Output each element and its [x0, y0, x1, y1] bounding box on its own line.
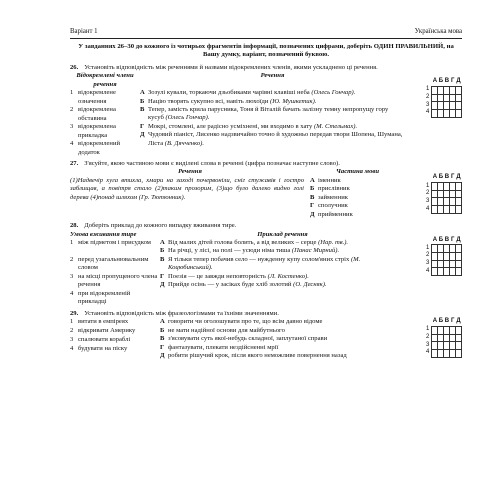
grid-row-label: 2: [426, 94, 430, 101]
left-column-heading: Відокремлені члени речення: [76, 72, 134, 88]
grid-row-label: 1: [426, 326, 430, 333]
grid-column-label: Б: [438, 174, 444, 181]
left-options: [70, 89, 140, 157]
grid-corner: [425, 237, 432, 245]
right-option: Г Поезія — це завжди неповторність (Л. Костенко).: [160, 272, 309, 280]
answer-cell[interactable]: [455, 349, 461, 357]
grid-row-label: 2: [426, 190, 430, 197]
grid-row-label: 4: [426, 205, 430, 212]
answer-grid-27: [425, 174, 462, 213]
left-option: 1 відокремлене означення: [70, 89, 116, 105]
answer-cell[interactable]: [455, 183, 461, 191]
grid-column-label: Б: [438, 78, 444, 85]
answer-cell[interactable]: [455, 102, 461, 110]
left-option: 1 між підметом і присудком: [70, 238, 151, 246]
answer-cell[interactable]: [455, 198, 461, 206]
right-option: Д Чудовий піаніст, Лисенко надзвичайно точно й художньо передав твори Шопена, Шумана, Ліста (В. Дячченко).: [140, 131, 403, 147]
answer-grid-28: [425, 237, 462, 276]
page-header: [70, 28, 462, 39]
left-column-heading: Умова вживання тире: [70, 230, 137, 238]
answer-cell[interactable]: [455, 86, 461, 94]
grid-row-label: 3: [426, 260, 430, 267]
question-text: 29. Установіть відповідність між фразеологізмами та їхніми значеннями.: [70, 309, 279, 317]
grid-corner: [425, 174, 432, 182]
left-option: 1 витати в емпіреях: [70, 318, 129, 326]
right-option: Б На річці, у лісі, на полі — усюди німа тиша (Панас Мирний).: [160, 247, 340, 255]
grid-row-label: 4: [426, 349, 430, 356]
instructions: У завданнях 26–30 до кожного із чотирьох фрагментів інформації, позначених цифрами, доберіть ОДИН ПРАВИЛЬНИЙ, на Вашу думку, варіант, позначений буквою.: [78, 42, 454, 59]
grid-row-label: 4: [426, 109, 430, 116]
grid-row-label: 3: [426, 341, 430, 348]
left-option: 3 спалювати кораблі: [70, 336, 131, 344]
grid-column-label: Г: [450, 236, 455, 243]
grid-row-label: 1: [426, 182, 430, 189]
answer-cell[interactable]: [455, 252, 461, 260]
answer-cell[interactable]: [455, 245, 461, 253]
right-option: В Я тільки тепер побачив село — нужденну купу солом'яних стріх (М. Коцюбинський).: [160, 255, 361, 272]
grid-column-label: А: [432, 78, 438, 85]
answer-cell[interactable]: [455, 260, 461, 268]
grid-corner: [425, 78, 432, 86]
left-option: 3 на місці пропущеного члена речення: [70, 272, 158, 289]
grid-column-label: Б: [438, 236, 444, 243]
grid-row-label: 1: [426, 86, 430, 93]
variant-label: Варіант 1: [70, 28, 98, 35]
right-option: А іменник: [310, 176, 341, 184]
right-column-heading: Частина мови: [336, 168, 379, 176]
grid-column-label: Д: [456, 236, 461, 243]
question-text: 26. Установіть відповідність між реченнями й назвами відокремлених членів, якими ускладнено ці речення.: [70, 63, 378, 71]
right-option: А Від малих дітей голова болить, а від великих – серце (Нар. тв.).: [160, 238, 349, 246]
grid-column-label: В: [444, 318, 450, 325]
right-option: Б прислівник: [310, 185, 350, 193]
answer-grid-29: [425, 318, 462, 357]
grid-column-label: Г: [450, 78, 455, 85]
left-option: 3 відокремлена прикладка: [70, 123, 116, 139]
right-option: А говорити чи оголошувати про те, що всім давно відоме: [160, 318, 323, 326]
answer-grid-26: [425, 78, 462, 117]
grid-column-label: Г: [450, 174, 455, 181]
grid-column-label: В: [444, 174, 450, 181]
answer-cell[interactable]: [455, 268, 461, 276]
grid-column-label: А: [432, 174, 438, 181]
subject-label: Українська мова: [414, 28, 462, 35]
grid-column-label: В: [444, 236, 450, 243]
right-option: Д Прийде осінь — у засіках буде хліб золотий (О. Десняк).: [160, 281, 327, 289]
left-options: [70, 318, 160, 360]
right-option: Д прийменник: [310, 210, 353, 218]
question-28: [70, 222, 462, 307]
left-option: 4 будувати на піску: [70, 345, 128, 353]
answer-cell[interactable]: [455, 326, 461, 334]
right-option: Б не мати надійної основи для майбутнього: [160, 326, 285, 334]
right-options: [160, 318, 405, 360]
question-29: [70, 310, 462, 361]
left-option: 2 відкривати Америку: [70, 327, 136, 335]
right-option: Г фантазувати, плекати нездійсненні мрії: [160, 343, 279, 351]
answer-cell[interactable]: [455, 334, 461, 342]
grid-column-label: Д: [456, 318, 461, 325]
left-column-heading: Речення: [178, 168, 202, 176]
left-option: 4 відокремлений додаток: [70, 140, 120, 156]
right-option: В Тепер, замість крила парусника, Тоня й Віталій бачать залізну темну непропущу гору кусуб (Олесь Гончар).: [140, 106, 389, 122]
grid-column-label: Б: [438, 318, 444, 325]
question-26: [70, 64, 462, 157]
right-options: [310, 177, 405, 219]
left-option: 4 при відокремленій прикладці: [70, 289, 131, 306]
grid-column-label: Г: [450, 318, 455, 325]
right-option: Б Націю творять сукупно всі, навіть люхоїди (Ю. Мушкетик).: [140, 97, 317, 105]
answer-cell[interactable]: [455, 94, 461, 102]
right-options: [140, 89, 405, 157]
right-options: [160, 239, 405, 307]
right-option: Д робити рішучий крок, після якого неможливе повернення назад: [160, 352, 347, 360]
answer-cell[interactable]: [455, 206, 461, 214]
answer-cell[interactable]: [455, 190, 461, 198]
right-option: Г Мокрі, стомлені, але радісно усміхнені, ми входимо в хату (М. Стельмах).: [140, 122, 358, 130]
grid-row-label: 3: [426, 101, 430, 108]
grid-row-label: 2: [426, 334, 430, 341]
grid-row-label: 2: [426, 252, 430, 259]
question-text: 28. Доберіть приклад до кожного випадку вживання тире.: [70, 222, 237, 230]
left-option: 2 відокремлена обставина: [70, 106, 116, 122]
right-option: В займенник: [310, 193, 348, 201]
grid-column-label: А: [432, 236, 438, 243]
grid-row-label: 3: [426, 197, 430, 204]
answer-cell[interactable]: [455, 109, 461, 117]
question-text: 27. З'ясуйте, якою частиною мови є виділені слова в реченні (цифра позначає наступне слово).: [70, 160, 340, 168]
right-column-heading: Приклад речення: [257, 230, 308, 238]
left-option: 2 перед узагальнювальним словом: [70, 255, 149, 272]
grid-column-label: Д: [456, 174, 461, 181]
sentence-text: (1)Надвечір хуга втихла, хмари на заході почервоніли, сніг стужавів і гостро заблищав, а повітря стало (2)таким прозорим, (3)що було далеко видно голі дерева (4)понад шляхом (Гр. Тютюнник).: [70, 176, 304, 201]
question-27: [70, 160, 462, 219]
right-option: А Зозулі кували, торкаючи дзьобиками чарівні клавіші неба (Олесь Гончар).: [140, 89, 356, 97]
grid-row-label: 1: [426, 244, 430, 251]
grid-column-label: В: [444, 78, 450, 85]
grid-row-label: 4: [426, 267, 430, 274]
right-option: Г сполучник: [310, 202, 348, 210]
grid-column-label: Д: [456, 78, 461, 85]
right-column-heading: Речення: [260, 72, 285, 80]
grid-corner: [425, 318, 432, 326]
grid-column-label: А: [432, 318, 438, 325]
right-option: В з'ясовувати суть якої-небудь складної, заплутаної справи: [160, 335, 328, 343]
left-options: [70, 239, 160, 307]
answer-cell[interactable]: [455, 342, 461, 350]
